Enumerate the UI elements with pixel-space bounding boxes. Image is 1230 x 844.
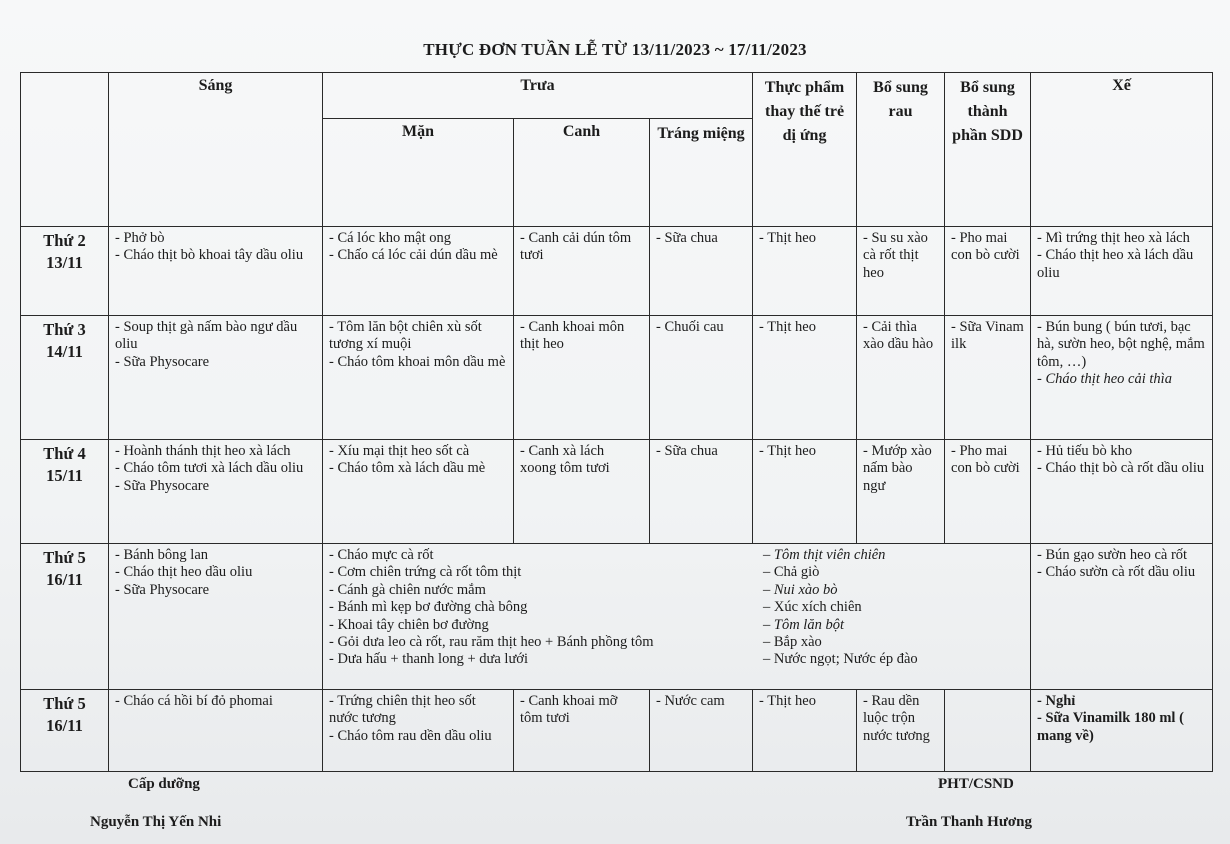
sdd-cell: - Pho mai con bò cười (945, 227, 1031, 316)
day-cell: Thứ 3 14/11 (21, 316, 109, 440)
footer-right-name: Trần Thanh Hương (906, 814, 1032, 830)
xe-cell: - Bún gạo sườn heo cà rốt - Cháo sườn cà rốt dầu oliu (1031, 544, 1213, 690)
sang-cell: - Phở bò - Cháo thịt bò khoai tây dầu oliu (109, 227, 323, 316)
sang-cell: - Soup thịt gà nấm bào ngư dầu oliu - Sữa Physocare (109, 316, 323, 440)
canh-cell: - Canh khoai môn thịt heo (514, 316, 650, 440)
header-thay-the: Thực phẩm thay thế trẻ dị ứng (753, 73, 857, 227)
table-row (21, 227, 1213, 316)
merged-menu-cell (323, 544, 1031, 690)
sdd-cell: - Sữa Vinamilk (945, 316, 1031, 440)
man-cell: - Tôm lăn bột chiên xù sốt tương xí muội - Cháo tôm khoai môn dầu mè (323, 316, 514, 440)
sang-cell: - Cháo cá hồi bí đỏ phomai (109, 690, 323, 772)
sdd-cell: - Pho mai con bò cười (945, 440, 1031, 544)
xe-cell: - Nghỉ - Sữa Vinamilk 180 ml ( mang về) (1031, 690, 1213, 772)
header-trang-mieng: Tráng miệng (650, 119, 753, 227)
header-bo-sung-sdd: Bổ sung thành phần SDD (945, 73, 1031, 227)
canh-cell: - Canh xà lách xoong tôm tươi (514, 440, 650, 544)
trang-mieng-cell: - Sữa chua (650, 440, 753, 544)
table-row (21, 316, 1213, 440)
day-cell: Thứ 5 16/11 (21, 690, 109, 772)
sang-cell: - Bánh bông lan - Cháo thịt heo dầu oliu - Sữa Physocare (109, 544, 323, 690)
trang-mieng-cell: - Chuối cau (650, 316, 753, 440)
canh-cell: - Canh khoai mỡ tôm tươi (514, 690, 650, 772)
footer-right-role: PHT/CSND (938, 776, 1014, 792)
merged-right-list: – Tôm thịt viên chiên – Chả giò – Nui xào bò – Xúc xích chiên – Tôm lăn bột – Bắp xào – Nước ngọt; Nước ép đào (763, 547, 918, 668)
table-row (21, 440, 1213, 544)
header-day (21, 73, 109, 227)
day-cell: Thứ 2 13/11 (21, 227, 109, 316)
rau-cell: - Cải thìa xào dầu hào (857, 316, 945, 440)
sdd-cell (945, 690, 1031, 772)
header-sang: Sáng (109, 73, 323, 227)
day-cell: Thứ 4 15/11 (21, 440, 109, 544)
trang-mieng-cell: - Sữa chua (650, 227, 753, 316)
merged-left-list: - Cháo mực cà rốt - Cơm chiên trứng cà rốt tôm thịt - Cánh gà chiên nước mắm - Bánh mì kẹp bơ đường chà bông - Khoai tây chiên bơ đường - Gỏi dưa leo cà rốt, rau răm thịt heo + Bánh phồng tôm - Dưa hấu + thanh long + dưa lưới (329, 547, 654, 668)
table-row (21, 690, 1213, 772)
trang-mieng-cell: - Nước cam (650, 690, 753, 772)
man-cell: - Trứng chiên thịt heo sốt nước tương - Cháo tôm rau dền dầu oliu (323, 690, 514, 772)
table-row (21, 544, 1213, 690)
page-title: THỰC ĐƠN TUẦN LỄ TỪ 13/11/2023 ~ 17/11/2023 (423, 40, 807, 59)
man-cell: - Xíu mại thịt heo sốt cà - Cháo tôm xà lách dầu mè (323, 440, 514, 544)
thay-the-cell: - Thịt heo (753, 440, 857, 544)
rau-cell: - Mướp xào nấm bào ngư (857, 440, 945, 544)
sang-cell: - Hoành thánh thịt heo xà lách - Cháo tôm tươi xà lách dầu oliu - Sữa Physocare (109, 440, 323, 544)
xe-cell: - Bún bung ( bún tươi, bạc hà, sườn heo, bột nghệ, mắm tôm, …) - Cháo thịt heo cải thìa (1031, 316, 1213, 440)
header-canh: Canh (514, 119, 650, 227)
thay-the-cell: - Thịt heo (753, 690, 857, 772)
man-cell: - Cá lóc kho mật ong - Chấo cá lóc cải dún dầu mè (323, 227, 514, 316)
header-xe: Xế (1031, 73, 1213, 227)
day-cell: Thứ 5 16/11 (21, 544, 109, 690)
canh-cell: - Canh cải dún tôm tươi (514, 227, 650, 316)
header-bo-sung-rau: Bổ sung rau (857, 73, 945, 227)
thay-the-cell: - Thịt heo (753, 227, 857, 316)
rau-cell: - Rau dền luộc trộn nước tương (857, 690, 945, 772)
xe-cell: - Hủ tiếu bò kho - Cháo thịt bò cà rốt dầu oliu (1031, 440, 1213, 544)
xe-cell: - Mì trứng thịt heo xà lách - Cháo thịt heo xà lách dầu oliu (1031, 227, 1213, 316)
thay-the-cell: - Thịt heo (753, 316, 857, 440)
footer-left-role: Cấp dưỡng (128, 776, 200, 792)
footer-left-name: Nguyễn Thị Yến Nhi (90, 814, 222, 830)
rau-cell: - Su su xào cà rốt thịt heo (857, 227, 945, 316)
header-trua: Trưa (323, 73, 753, 119)
menu-table (20, 72, 1213, 772)
header-man: Mặn (323, 119, 514, 227)
